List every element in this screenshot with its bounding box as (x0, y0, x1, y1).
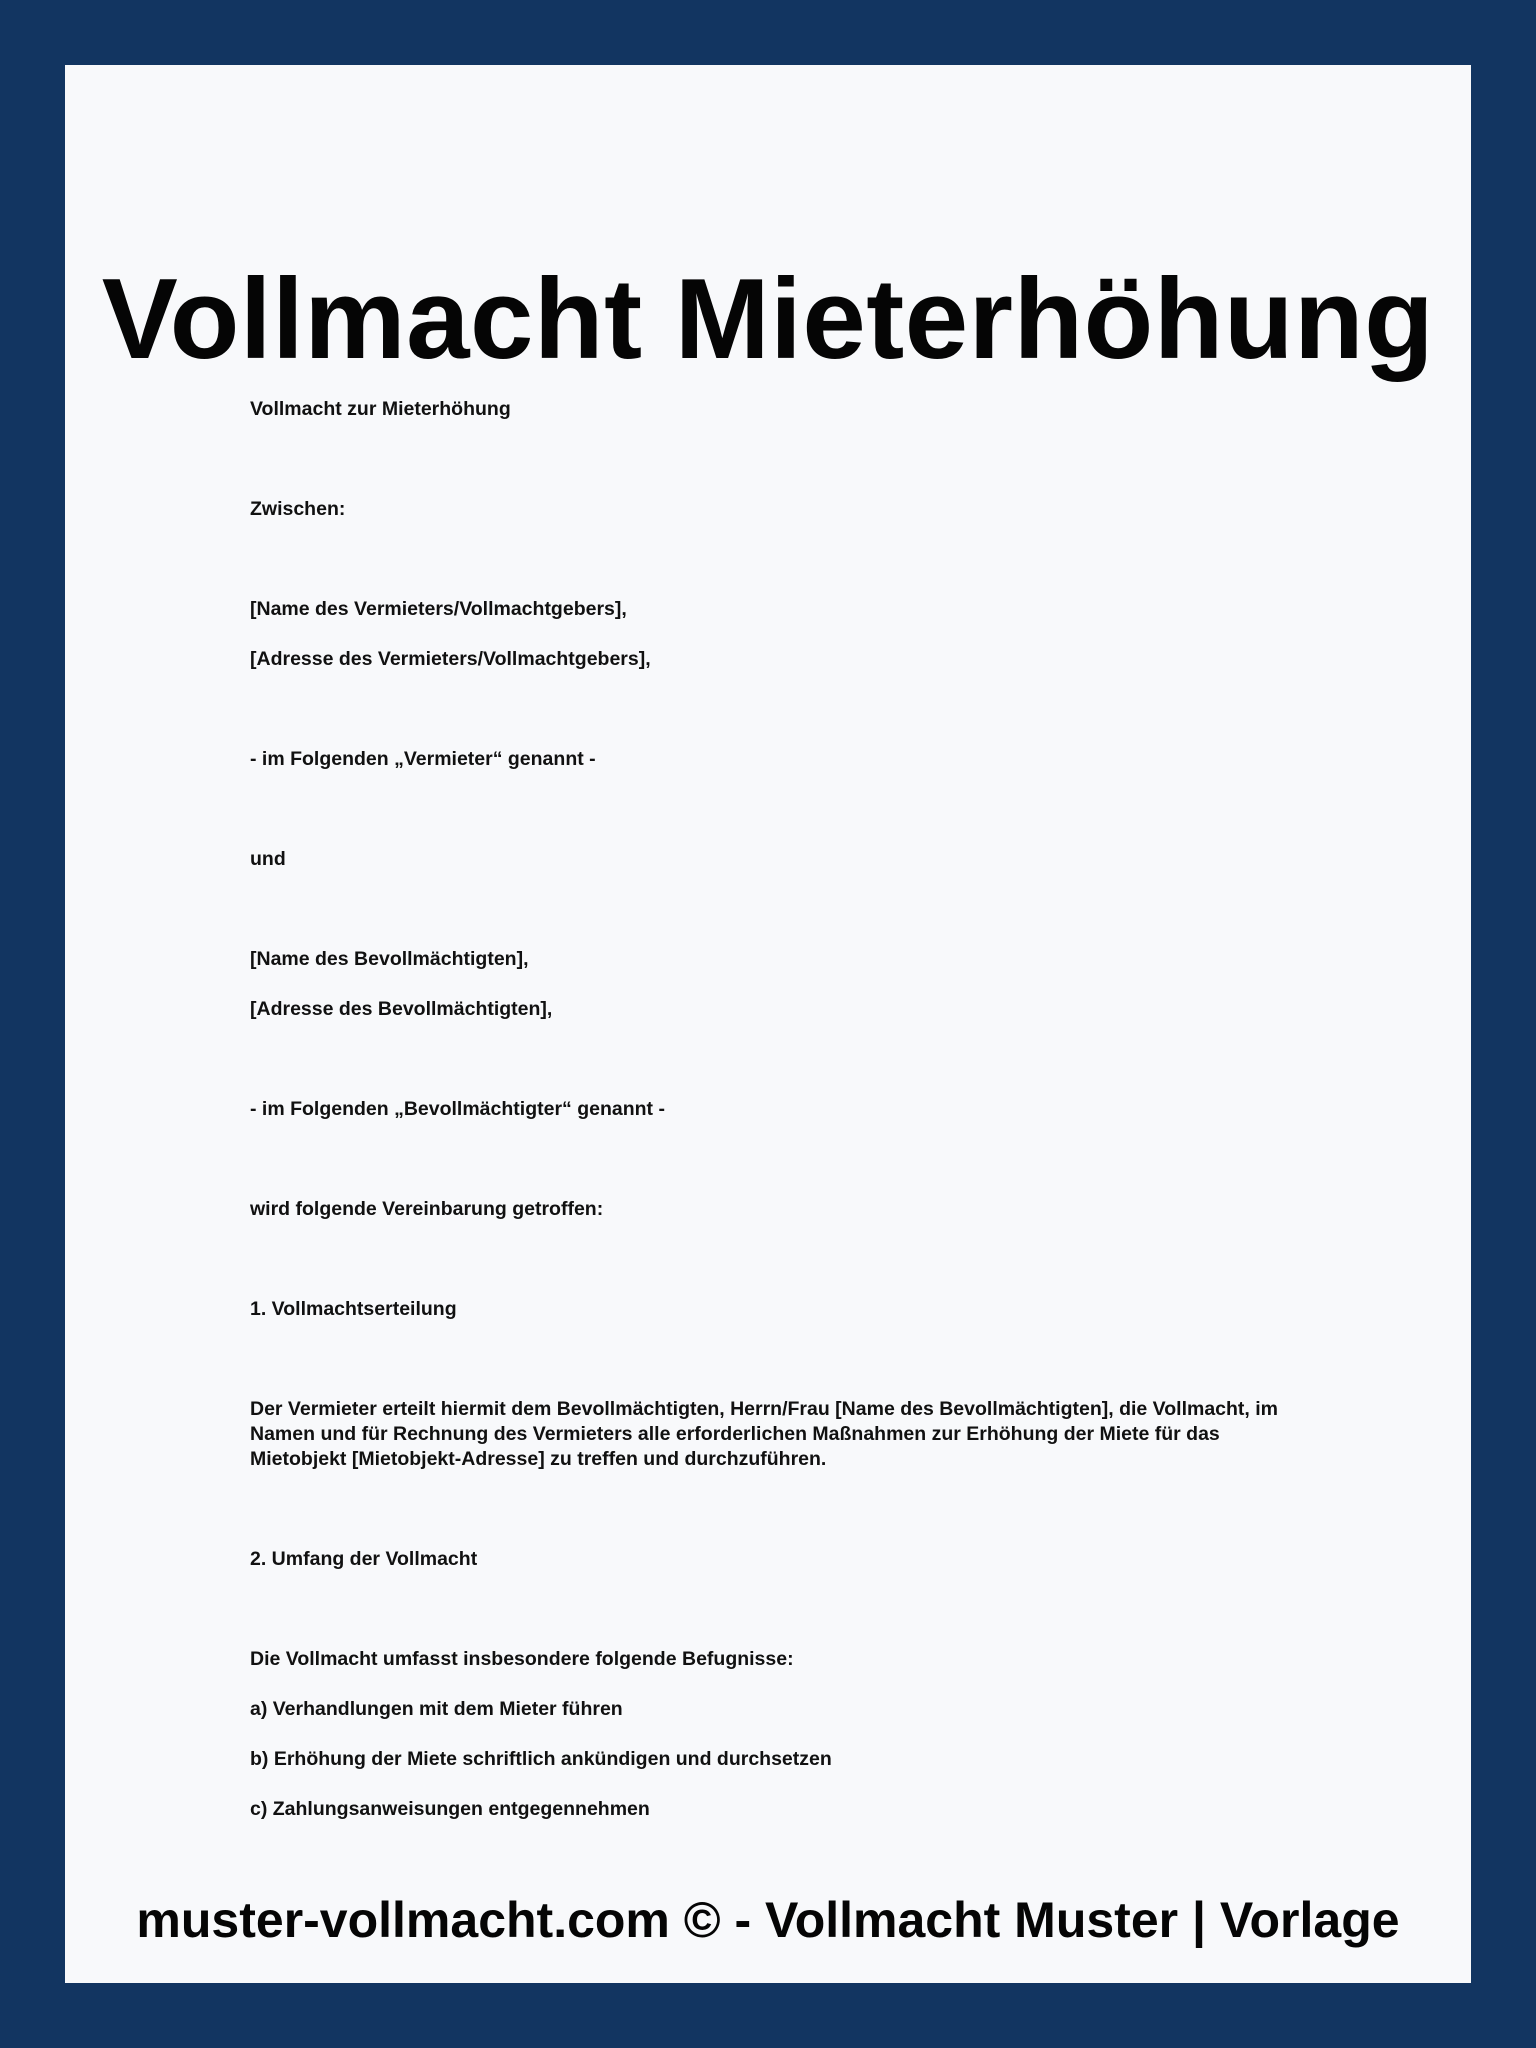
section-1-heading: 1. Vollmachtserteilung (250, 1298, 457, 1320)
document-page (65, 65, 1471, 1983)
document-heading: Vollmacht zur Mieterhöhung (250, 398, 511, 420)
landlord-name-placeholder: [Name des Vermieters/Vollmachtgebers], (250, 598, 627, 620)
agent-name-placeholder: [Name des Bevollmächtigten], (250, 948, 529, 970)
landlord-designation: - im Folgenden „Vermieter“ genannt - (250, 748, 596, 770)
paragraph-between: Zwischen: (250, 498, 346, 520)
section-2-intro: Die Vollmacht umfasst insbesondere folgende Befugnisse: (250, 1648, 794, 1670)
section-2-heading: 2. Umfang der Vollmacht (250, 1548, 478, 1570)
document-title: Vollmacht Mieterhöhung (101, 256, 1435, 383)
footer-credit: muster-vollmacht.com © - Vollmacht Muster | Vorlage (136, 1892, 1400, 1948)
paragraph-and: und (250, 848, 286, 870)
section-1-text: Der Vermieter erteilt hiermit dem Bevollmächtigten, Herrn/Frau [Name des Bevollmächtigten], die Vollmacht, im Namen und für Rechnung des Vermieters alle erforderlichen Maßnahmen zur Erhöhung der Miete für das Mietobjekt [Mietobjekt-Adresse] zu treffen und durchzuführen. (250, 1398, 1279, 1470)
agreement-intro: wird folgende Vereinbarung getroffen: (250, 1198, 604, 1220)
power-item-c: c) Zahlungsanweisungen entgegennehmen (250, 1798, 650, 1820)
power-item-b: b) Erhöhung der Miete schriftlich ankündigen und durchsetzen (250, 1748, 832, 1770)
power-item-a: a) Verhandlungen mit dem Mieter führen (250, 1698, 623, 1720)
landlord-address-placeholder: [Adresse des Vermieters/Vollmachtgebers], (250, 648, 651, 670)
agent-address-placeholder: [Adresse des Bevollmächtigten], (250, 998, 553, 1020)
agent-designation: - im Folgenden „Bevollmächtigter“ genannt - (250, 1098, 665, 1120)
